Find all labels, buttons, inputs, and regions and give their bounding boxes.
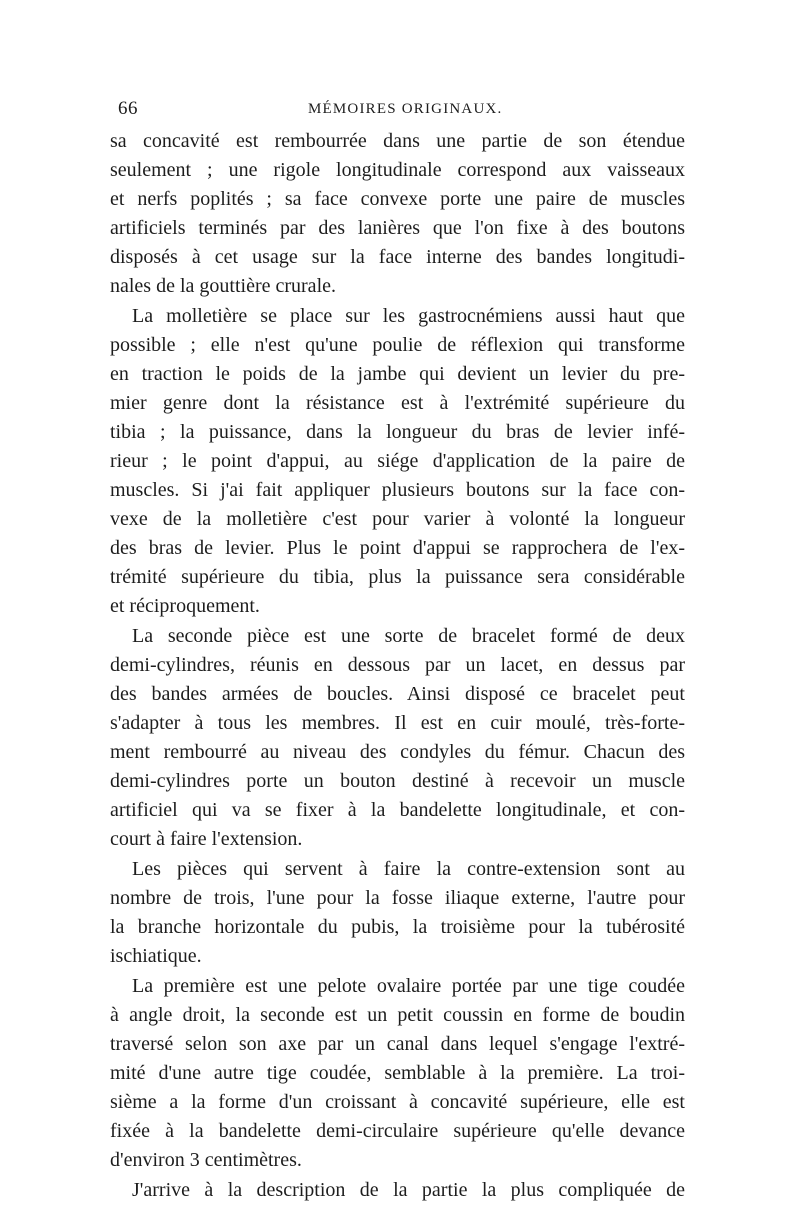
text-line: rieur ; le point d'appui, au siége d'application de la paire de <box>110 450 685 472</box>
text-line: mité d'une autre tige coudée, semblable à la première. La troi- <box>110 1062 685 1084</box>
text-line: la branche horizontale du pubis, la troisième pour la tubérosité <box>110 916 685 938</box>
page-header <box>118 98 683 126</box>
text-line: vexe de la molletière c'est pour varier à volonté la longueur <box>110 508 685 530</box>
text-line: mier genre dont la résistance est à l'extrémité supérieure du <box>110 392 685 414</box>
text-line: disposés à cet usage sur la face interne des bandes longitudi- <box>110 246 685 268</box>
text-line: fixée à la bandelette demi-circulaire supérieure qu'elle devance <box>110 1120 685 1142</box>
text-line: nombre de trois, l'une pour la fosse iliaque externe, l'autre pour <box>110 887 685 909</box>
running-title: MÉMOIRES ORIGINAUX. <box>308 101 503 117</box>
text-line: d'environ 3 centimètres. <box>110 1149 302 1171</box>
text-line: La molletière se place sur les gastrocnémiens aussi haut que <box>132 305 685 327</box>
text-line: La seconde pièce est une sorte de bracelet formé de deux <box>132 625 685 647</box>
text-line: J'arrive à la description de la partie la plus compliquée de <box>132 1179 685 1201</box>
text-line: muscles. Si j'ai fait appliquer plusieurs boutons sur la face con- <box>110 479 685 501</box>
text-line: Les pièces qui servent à faire la contre-extension sont au <box>132 858 685 880</box>
text-line: traversé selon son axe par un canal dans lequel s'engage l'extré- <box>110 1033 685 1055</box>
text-line: en traction le poids de la jambe qui devient un levier du pre- <box>110 363 685 385</box>
page-number: 66 <box>118 98 138 119</box>
text-line: à angle droit, la seconde est un petit coussin en forme de boudin <box>110 1004 685 1026</box>
text-line: demi-cylindres porte un bouton destiné à recevoir un muscle <box>110 770 685 792</box>
text-line: tibia ; la puissance, dans la longueur du bras de levier infé- <box>110 421 685 443</box>
text-line: artificiels terminés par des lanières que l'on fixe à des boutons <box>110 217 685 239</box>
text-line: artificiel qui va se fixer à la bandelette longitudinale, et con- <box>110 799 685 821</box>
text-line: La première est une pelote ovalaire portée par une tige coudée <box>132 975 685 997</box>
text-line: ment rembourré au niveau des condyles du fémur. Chacun des <box>110 741 685 763</box>
text-line: nales de la gouttière crurale. <box>110 275 336 297</box>
text-line: sième a la forme d'un croissant à concavité supérieure, elle est <box>110 1091 685 1113</box>
text-line: seulement ; une rigole longitudinale correspond aux vaisseaux <box>110 159 685 181</box>
text-line: des bandes armées de boucles. Ainsi disposé ce bracelet peut <box>110 683 685 705</box>
text-line: trémité supérieure du tibia, plus la puissance sera considérable <box>110 566 685 588</box>
text-line: des bras de levier. Plus le point d'appui se rapprochera de l'ex- <box>110 537 685 559</box>
text-line: et réciproquement. <box>110 595 260 617</box>
text-line: s'adapter à tous les membres. Il est en cuir moulé, très-forte- <box>110 712 685 734</box>
text-line: demi-cylindres, réunis en dessous par un lacet, en dessus par <box>110 654 685 676</box>
text-line: sa concavité est rembourrée dans une partie de son étendue <box>110 130 685 152</box>
text-line: et nerfs poplités ; sa face convexe porte une paire de muscles <box>110 188 685 210</box>
text-line: court à faire l'extension. <box>110 828 303 850</box>
text-line: possible ; elle n'est qu'une poulie de réflexion qui transforme <box>110 334 685 356</box>
text-line: ischiatique. <box>110 945 202 967</box>
